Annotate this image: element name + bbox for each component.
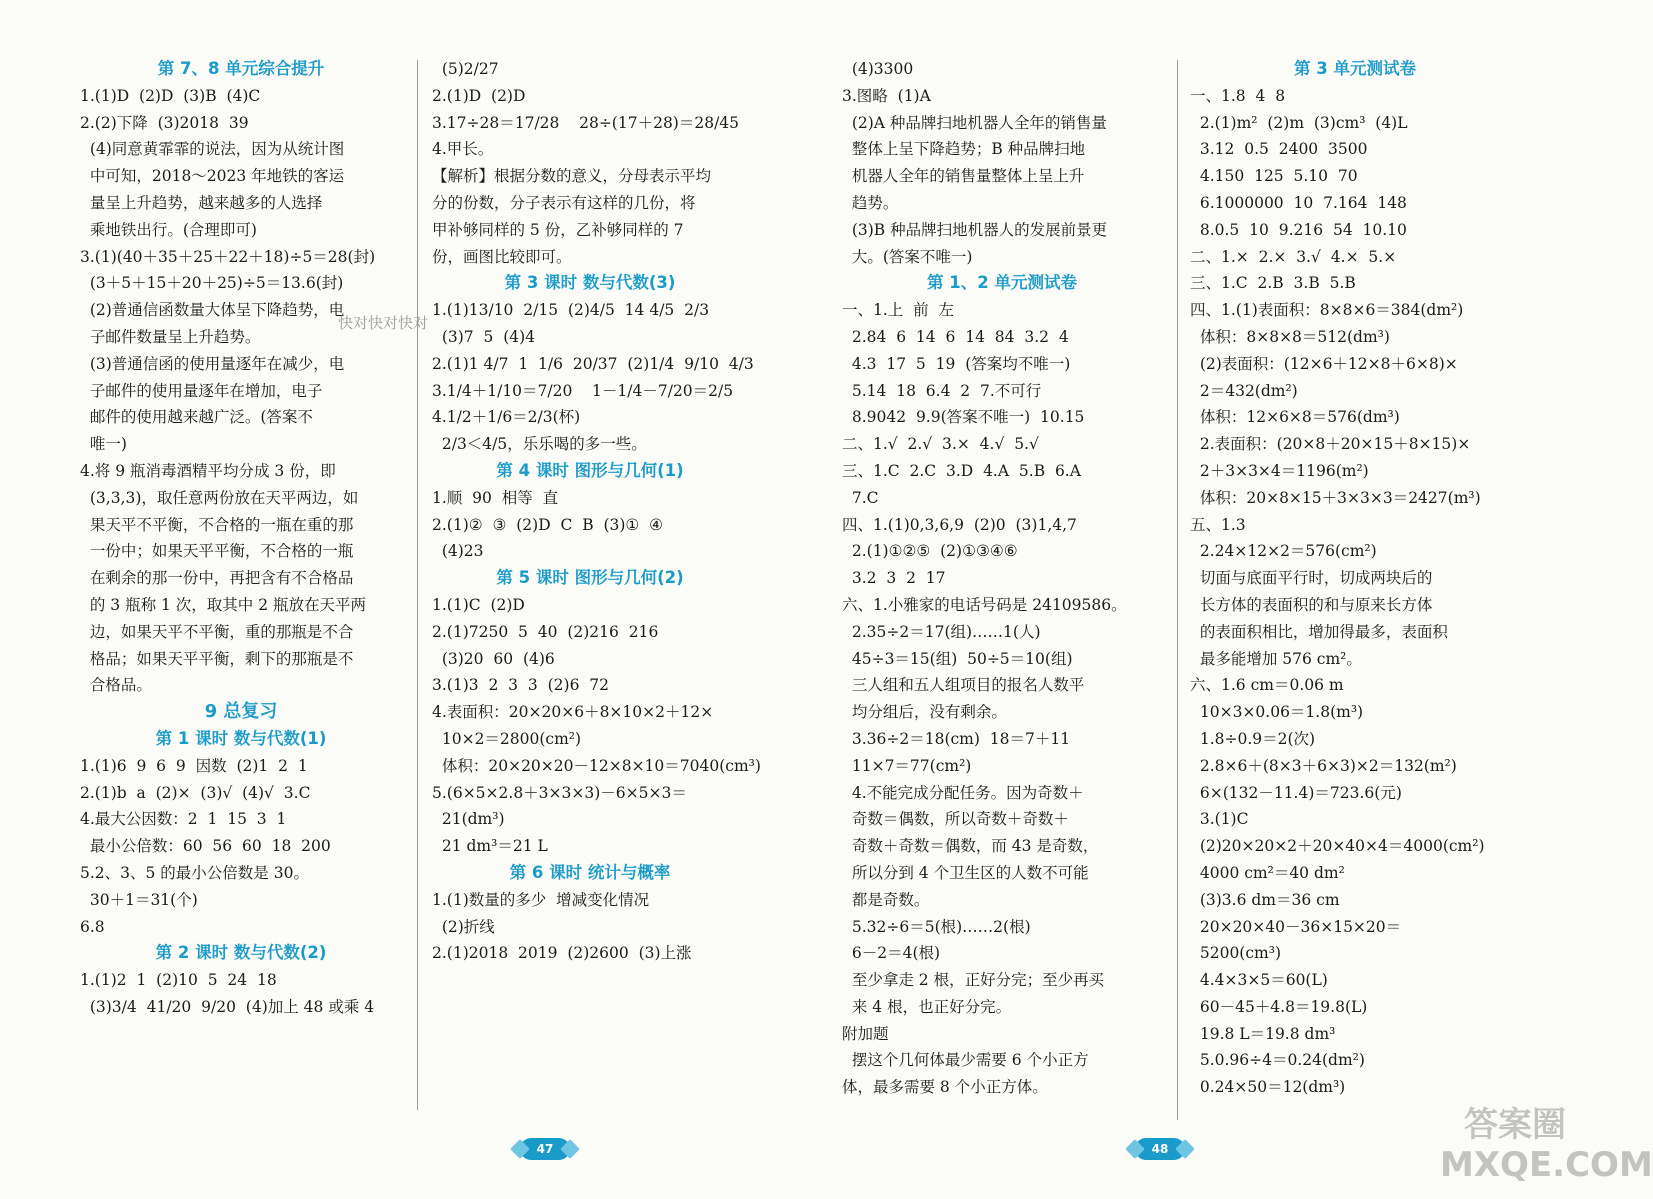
answer-line: (3)3.6 dm＝36 cm: [1190, 890, 1340, 909]
answer-line: 体积：8×8×8＝512(dm³): [1190, 327, 1390, 346]
answer-line: 8.9042 9.9(答案不唯一) 10.15: [842, 408, 1085, 427]
answer-line: 5.32÷6＝5(根)……2(根): [842, 917, 1031, 936]
answer-line: 2＝432(dm²): [1190, 381, 1298, 400]
answer-line: 2.(1)①②⑤ (2)①③④⑥: [842, 542, 1018, 561]
answer-line: (3,3,3)，取任意两份放在天平两边，如: [80, 488, 359, 507]
answer-line: (3)20 60 (4)6: [432, 649, 555, 668]
answer-line: 三、1.C 2.C 3.D 4.A 5.B 6.A: [842, 461, 1081, 480]
answer-line: 1.顺 90 相等 直: [432, 488, 559, 507]
answer-line: 奇数＝偶数，所以奇数＋奇数＋: [842, 810, 1069, 829]
answer-line: 长方体的表面积的和与原来长方体: [1190, 595, 1433, 614]
answer-line: 1.(1)13/10 2/15 (2)4/5 14 4/5 2/3: [432, 301, 710, 320]
answer-line: 1.(1)2 1 (2)10 5 24 18: [80, 971, 277, 990]
answer-line: 4000 cm²＝40 dm²: [1190, 863, 1345, 882]
answer-block: [80, 753, 402, 941]
answer-line: 1.8÷0.9＝2(次): [1190, 729, 1316, 748]
answer-line: 4.甲长。: [432, 140, 494, 159]
answer-line: 5.2、3、5 的最小公倍数是 30。: [80, 863, 309, 882]
answer-line: 4.150 125 5.10 70: [1190, 167, 1358, 186]
section-heading: 第 2 课时 数与代数(2): [155, 943, 327, 963]
answer-line: 60－45＋4.8＝19.8(L): [1190, 997, 1368, 1016]
section-heading: 第 7、8 单元综合提升: [157, 59, 325, 78]
answer-line: 2＋3×3×4＝1196(m²): [1190, 461, 1369, 480]
answer-block: [842, 56, 1162, 270]
answer-line: 4.3 17 5 19 (答案均不唯一): [842, 354, 1071, 373]
answer-line: 2.(1)7250 5 40 (2)216 216: [432, 622, 659, 641]
answer-block: [1190, 83, 1520, 1101]
answer-line: 一、1.上 前 左: [842, 301, 954, 320]
answer-block: [432, 592, 761, 860]
column-3: [842, 56, 1162, 1101]
answer-line: 5.(6×5×2.8＋3×3×3)－6×5×3＝: [432, 783, 687, 802]
page-number-right: 48: [1135, 1138, 1185, 1160]
answer-line: 19.8 L＝19.8 dm³: [1190, 1024, 1336, 1043]
section-heading: 第 3 单元测试卷: [1294, 59, 1416, 78]
answer-line: 一、1.8 4 8: [1190, 86, 1286, 105]
column-divider: [1177, 60, 1178, 1120]
section-heading: 第 1 课时 数与代数(1): [155, 728, 327, 748]
answer-block: [432, 485, 748, 565]
answer-line: (2)普通信函数量大体呈下降趋势，电: [80, 301, 345, 320]
answer-line: 三人组和五人组项目的报名人数平: [842, 676, 1085, 695]
answer-line: 3.(1)C: [1190, 810, 1249, 829]
answer-line: 10×3×0.06＝1.8(m³): [1190, 703, 1364, 722]
answer-line: 最小公倍数：60 56 60 18 200: [80, 837, 331, 856]
answer-line: 机器人全年的销售量整体上呈上升: [842, 167, 1085, 186]
answer-line: 三、1.C 2.B 3.B 5.B: [1190, 274, 1356, 293]
answer-line: 1.(1)6 9 6 9 因数 (2)1 2 1: [80, 756, 308, 775]
section-heading: 第 3 课时 数与代数(3): [504, 273, 676, 293]
answer-line: 3.17÷28＝17/28 28÷(17＋28)＝28/45: [432, 113, 740, 132]
answer-block: [80, 967, 402, 1021]
answer-line: 7.C: [842, 488, 879, 507]
answer-line: 6.1000000 10 7.164 148: [1190, 193, 1407, 212]
answer-line: 3.36÷2＝18(cm) 18＝7＋11: [842, 729, 1071, 748]
answer-line: 切面与底面平行时，切成两块后的: [1190, 569, 1433, 588]
answer-line: 整体上呈下降趋势；B 种品牌扫地: [842, 140, 1086, 159]
answer-line: 8.0.5 10 9.216 54 10.10: [1190, 220, 1407, 239]
answer-block: [842, 297, 1162, 1101]
answer-line: 2.(1)② ③ (2)D C B (3)① ④: [432, 515, 664, 534]
answer-block: [432, 297, 754, 458]
answer-line: 一份中；如果天平平衡，不合格的一瓶: [80, 542, 354, 561]
answer-line: 2.(1)D (2)D: [432, 86, 526, 105]
answer-line: 分的份数，分子表示有这样的几份，将: [432, 193, 696, 212]
answer-line: 五、1.3: [1190, 515, 1246, 534]
answer-line: 1.(1)C (2)D: [432, 595, 525, 614]
answer-line: 2.(1)1 4/7 1 1/6 20/37 (2)1/4 9/10 4/3: [432, 354, 754, 373]
answer-line: 均分组后，没有剩余。: [842, 703, 1007, 722]
answer-line: 30＋1＝31(个): [80, 890, 198, 909]
answer-line: 2.表面积：(20×8＋20×15＋8×15)×: [1190, 435, 1471, 454]
answer-line: 体积：20×8×15＋3×3×3＝2427(m³): [1190, 488, 1481, 507]
answer-line: 【解析】根据分数的意义，分母表示平均: [432, 167, 712, 186]
answer-line: 20×20×40－36×15×20＝: [1190, 917, 1402, 936]
answer-line: (2)表面积：(12×6＋12×8＋6×8)×: [1190, 354, 1458, 373]
answer-line: (3)7 5 (4)4: [432, 327, 536, 346]
column-divider: [417, 60, 418, 1110]
answer-line: 6－2＝4(根): [842, 944, 941, 963]
section-heading: 9 总复习: [204, 701, 278, 723]
column-1: [80, 56, 402, 1021]
answer-line: 0.24×50＝12(dm³): [1190, 1078, 1346, 1097]
answer-line: (2)20×20×2＋20×40×4＝4000(cm²): [1190, 837, 1485, 856]
answer-line: 2/3＜4/5，乐乐喝的多一些。: [432, 435, 647, 454]
answer-line: 的表面积相比，增加得最多，表面积: [1190, 622, 1448, 641]
answer-line: 2.(2)下降 (3)2018 39: [80, 113, 249, 132]
answer-line: 都是奇数。: [842, 890, 930, 909]
answer-line: (3)B 种品牌扫地机器人的发展前景更: [842, 220, 1108, 239]
answer-line: 4.不能完成分配任务。因为奇数＋: [842, 783, 1084, 802]
column-4: [1190, 56, 1520, 1101]
answer-line: 中可知，2018～2023 年地铁的客运: [80, 167, 345, 186]
answer-line: 二、1.√ 2.√ 3.× 4.√ 5.√: [842, 435, 1039, 454]
column-2: [432, 56, 761, 967]
answer-line: 子邮件数量呈上升趋势。: [80, 327, 261, 346]
answer-line: 子邮件的使用量逐年在增加，电子: [80, 381, 323, 400]
section-heading: 第 1、2 单元测试卷: [927, 273, 1077, 293]
answer-line: (4)3300: [842, 60, 914, 78]
answer-line: 至少拿走 2 根，正好分完；至少再买: [842, 971, 1105, 990]
section-heading: 第 6 课时 统计与概率: [509, 862, 671, 882]
stamp-text: 快对快对快对: [338, 314, 429, 332]
answer-line: 六、1.小雅家的电话号码是 24109586。: [842, 595, 1127, 614]
answer-line: 果天平不平衡，不合格的一瓶在重的那: [80, 515, 354, 534]
answer-line: 边，如果天平不平衡，重的那瓶是不合: [80, 622, 354, 641]
answer-line: 3.(1)(40＋35＋25＋22＋18)÷5＝28(封): [80, 247, 376, 266]
answer-line: 格品；如果天平平衡，剩下的那瓶是不: [80, 649, 354, 668]
answer-line: 4.表面积：20×20×6＋8×10×2＋12×: [432, 703, 714, 722]
answer-line: 3.图略 (1)A: [842, 86, 931, 105]
answer-line: 四、1.(1)0,3,6,9 (2)0 (3)1,4,7: [842, 515, 1077, 534]
answer-line: 体积：20×20×20－12×8×10＝7040(cm³): [432, 756, 761, 775]
answer-line: 6.8: [80, 917, 105, 936]
answer-line: 4.将 9 瓶消毒酒精平均分成 3 份，即: [80, 461, 336, 480]
answer-line: (3＋5＋15＋20＋25)÷5＝13.6(封): [80, 274, 344, 293]
answer-line: 5.0.96÷4＝0.24(dm²): [1190, 1051, 1365, 1070]
answer-line: 21 dm³＝21 L: [432, 837, 548, 856]
answer-line: 2.(1)b a (2)× (3)√ (4)√ 3.C: [80, 783, 311, 802]
answer-line: 5200(cm³): [1190, 944, 1281, 963]
answer-line: 2.(1)2018 2019 (2)2600 (3)上涨: [432, 944, 692, 963]
answer-line: 1.(1)数量的多少 增减变化情况: [432, 890, 650, 909]
answer-line: 趋势。: [842, 193, 899, 212]
answer-line: 2.(1)m² (2)m (3)cm³ (4)L: [1190, 113, 1408, 132]
answer-line: 体积：12×6×8＝576(dm³): [1190, 408, 1400, 427]
answer-line: 奇数＋奇数＝偶数，而 43 是奇数，: [842, 837, 1099, 856]
answer-line: 合格品。: [80, 676, 152, 695]
answer-line: (5)2/27: [432, 60, 499, 78]
answer-line: 来 4 根，也正好分完。: [842, 997, 1012, 1016]
answer-line: 邮件的使用越来越广泛。(答案不: [80, 408, 313, 427]
answer-line: 45÷3＝15(组) 50÷5＝10(组): [842, 649, 1073, 668]
answer-line: 2.24×12×2＝576(cm²): [1190, 542, 1377, 561]
answer-line: 3.(1)3 2 3 3 (2)6 72: [432, 676, 610, 695]
section-heading: 第 4 课时 图形与几何(1): [496, 460, 684, 480]
answer-line: (3)普通信函的使用量逐年在减少，电: [80, 354, 345, 373]
answer-line: 四、1.(1)表面积：8×8×6＝384(dm²): [1190, 301, 1464, 320]
answer-line: (2)折线: [432, 917, 495, 936]
answer-line: 在剩余的那一份中，再把含有不合格品: [80, 569, 354, 588]
answer-line: 3.12 0.5 2400 3500: [1190, 140, 1368, 159]
answer-line: 摆这个几何体最少需要 6 个小正方: [842, 1051, 1089, 1070]
answer-line: 4.4×3×5＝60(L): [1190, 971, 1328, 990]
answer-line: 甲补够同样的 5 份，乙补够同样的 7: [432, 220, 684, 239]
answer-line: 2.35÷2＝17(组)……1(人): [842, 622, 1041, 641]
answer-line: 的 3 瓶称 1 次，取其中 2 瓶放在天平两: [80, 595, 367, 614]
answer-line: 所以分到 4 个卫生区的人数不可能: [842, 863, 1089, 882]
answer-line: (3)3/4 41/20 9/20 (4)加上 48 或乘 4: [80, 997, 375, 1016]
answer-line: 最多能增加 576 cm²。: [1190, 649, 1362, 668]
answer-line: 21(dm³): [432, 810, 505, 829]
answer-block: [432, 887, 748, 967]
answer-line: 二、1.× 2.× 3.√ 4.× 5.×: [1190, 247, 1397, 266]
answer-line: 份，画图比较即可。: [432, 247, 572, 266]
answer-line: 附加题: [842, 1024, 889, 1043]
section-heading: 第 5 课时 图形与几何(2): [496, 568, 684, 588]
answer-line: 量呈上升趋势，越来越多的人选择: [80, 193, 323, 212]
answer-line: 大。(答案不唯一): [842, 247, 973, 266]
answer-line: 六、1.6 cm＝0.06 m: [1190, 676, 1344, 695]
answer-line: 乘地铁出行。(合理即可): [80, 220, 257, 239]
page-number-left: 47: [520, 1138, 570, 1160]
answer-line: 3.1/4＋1/10＝7/20 1－1/4－7/20＝2/5: [432, 381, 734, 400]
answer-line: 2.84 6 14 6 14 84 3.2 4: [842, 327, 1069, 346]
answer-line: 6×(132－11.4)＝723.6(元): [1190, 783, 1402, 802]
answer-line: 4.1/2＋1/6＝2/3(杯): [432, 408, 581, 427]
answer-block: [80, 83, 402, 699]
answer-line: (4)23: [432, 542, 484, 561]
answer-line: 唯一): [80, 435, 127, 454]
answer-line: (4)同意黄霏霏的说法，因为从统计图: [80, 140, 345, 159]
answer-line: 10×2＝2800(cm²): [432, 729, 582, 748]
answer-line: 1.(1)D (2)D (3)B (4)C: [80, 86, 261, 105]
answer-line: 5.14 18 6.4 2 7.不可行: [842, 381, 1042, 400]
answer-line: 体，最多需要 8 个小正方体。: [842, 1078, 1048, 1097]
answer-line: 4.最大公因数：2 1 15 3 1: [80, 810, 287, 829]
watermark-logo: 答案圈 MXQE.COM: [1440, 1105, 1653, 1185]
answer-line: 2.8×6＋(8×3＋6×3)×2＝132(m²): [1190, 756, 1457, 775]
answer-block: [432, 56, 748, 270]
answer-line: (2)A 种品牌扫地机器人全年的销售量: [842, 113, 1107, 132]
answer-line: 11×7＝77(cm²): [842, 756, 972, 775]
answer-line: 3.2 3 2 17: [842, 569, 946, 588]
